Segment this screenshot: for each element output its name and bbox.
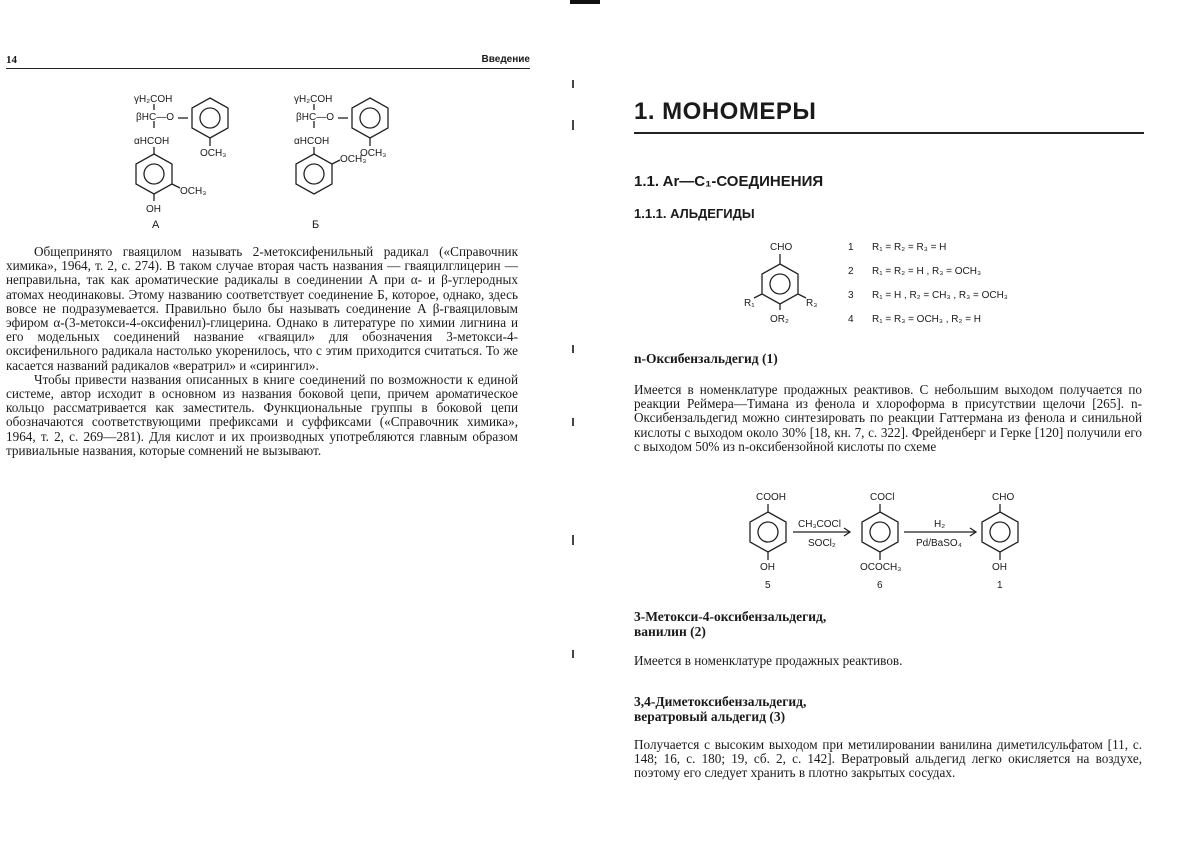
lignin-model-scheme [120,88,420,238]
left-body-text [6,245,518,458]
arrow1-reagent: CH₃COCl [798,519,841,530]
aldehyde-structure-svg [744,234,1048,334]
product-bottom-group: OH [992,562,1007,573]
variant-number: 2 [848,266,854,277]
compound-number: 6 [877,580,883,591]
gutter-mark [572,345,574,353]
r3-label: R₃ [806,298,818,309]
variant-formula: R₁ = R₂ = R₃ = H [872,242,947,253]
label-b: Б [312,219,320,231]
variant-number: 1 [848,242,854,253]
methoxy-b: OCH₃ [340,154,367,165]
compound-heading-line: вератровый альдегид (3) [634,709,786,724]
compound-heading-line: 3,4-Диметоксибензальдегид, [634,694,807,709]
beta-group-b: βHC—O [296,112,334,123]
product-top-group: CHO [992,492,1015,503]
compound-heading-line: 3-Метокси-4-оксибензальдегид, [634,609,827,624]
arrow2-reagent: H₂ [934,519,946,530]
reaction-scheme-svg [738,490,1038,595]
alpha-group-a: αHCOH [134,136,170,147]
running-head-section: Введение [481,54,530,65]
or2-label: OR₂ [770,314,789,325]
reactant-top-group: COOH [756,492,786,503]
page-number: 14 [6,54,17,66]
gutter-mark [572,535,574,545]
variant-formula: R₁ = H , R₂ = CH₃ , R₃ = OCH₃ [872,290,1008,301]
lignin-model-svg [120,88,420,238]
beta-group-a: βHC—O [136,112,174,123]
arrow2-reagent-below: Pd/BaSO₄ [916,538,962,549]
gutter-mark [572,418,574,426]
chapter-title: 1. МОНОМЕРЫ [634,98,817,125]
hydroxyl-a: OH [146,204,161,215]
compound-heading [634,609,826,639]
gamma-group-a: γH₂COH [134,94,173,105]
subsection-title: 1.1.1. АЛЬДЕГИДЫ [634,206,755,221]
methoxy-a: OCH₃ [180,186,207,197]
compound-heading-line: ванилин (2) [634,624,706,639]
running-head-rule [6,68,530,69]
ring-methoxy-a: OCH₃ [200,148,227,159]
compound-number: 5 [765,580,771,591]
alpha-group-b: αHCOH [294,136,330,147]
compound-heading: n-Оксибензальдегид (1) [634,351,778,366]
chapter-rule [634,132,1144,134]
variant-number: 3 [848,290,854,301]
paragraph: Общепринято гваяцилом называть 2-метоксифенильный радикал («Справочник химика», 1964, т. 2, с. 274). В таком случае вторая часть названия — гваяцилглицерин — неправильна, так как ароматические радикалы в соединении А при α- и β-углеродных атомах неодинаковы. Этому названию соответствует соединение Б, которое, однако, здесь вовсе не подразумевается. Правильно было бы называть соединение А β-гваяциловым эфиром α-(3-метокси-4-оксифенил)-глицерина. Однако в литературе по химии лигнина и его модельных соединений название «гваяцил» для обозначения 3-метокси-4-оксифенильного радикала настолько укоренилось, что с этим приходится считаться. То же касается названий радикалов «вератрил» и «сирингил». [6,244,518,373]
gamma-group-b: γH₂COH [294,94,333,105]
intermediate-bottom-group: OCOCH₃ [860,562,902,573]
compound-heading [634,694,806,724]
ring-methoxy-b: OCH₃ [360,148,387,159]
variant-formula: R₁ = R₂ = H , R₃ = OCH₃ [872,266,982,277]
section-title: 1.1. Ar—C₁-СОЕДИНЕНИЯ [634,173,824,190]
compound-description: Имеется в номенклатуре продажных реактивов. [634,653,903,668]
r1-label: R₁ [744,298,755,309]
paragraph: Чтобы привести названия описанных в книге соединений по возможности к единой системе, автор исходит в основном из названия боковой цепи, причем ароматическое кольцо рассматривается как заместитель. Функциональные группы в боковой цепи обозначаются соответствующими префиксами и суффиксами («Справочник химика», 1964, т. 2, с. 269—281). Для кислот и их производных употребляются главным образом тривиальные названия, которые сомнений не вызывают. [6,371,518,458]
gutter-mark [572,650,574,658]
arrow1-reagent-below: SOCl₂ [808,538,836,549]
reactant-bottom-group: OH [760,562,775,573]
gutter-mark [572,80,574,88]
gutter-mark [570,0,600,4]
aldehyde-general-structure [744,234,1048,334]
cho-label: CHO [770,242,793,253]
variant-formula: R₁ = R₃ = OCH₃ , R₂ = H [872,314,982,325]
gutter-mark [572,120,574,130]
reaction-scheme [738,490,1038,595]
label-a: А [152,219,160,231]
compound-description: Получается с высоким выходом при метилировании ванилина диметилсульфатом [11, с. 148; 16, с. 180; 19, сб. 2, с. 142]. Вератровый альдегид легко окисляется на воздухе, поэтому его следует хранить в плотно закрытых сосудах. [634,737,1142,781]
compound-description: Имеется в номенклатуре продажных реактивов. С небольшим выходом получается по реакции Реймера—Тимана из фенола и хлороформа в присутствии щелочи [265]. n-Оксибензальдегид можно синтезировать по реакции Гаттермана из фенола и синильной кислоты с выходом около 30% [18, кн. 7, с. 322]. Фрейденберг и Герке [120] получили его с выходом 50% из n-оксибензойной кислоты по схеме [634,382,1142,454]
compound-number: 1 [997,580,1003,591]
running-head [6,54,530,68]
intermediate-top-group: COCl [870,492,895,503]
variant-number: 4 [848,314,854,325]
